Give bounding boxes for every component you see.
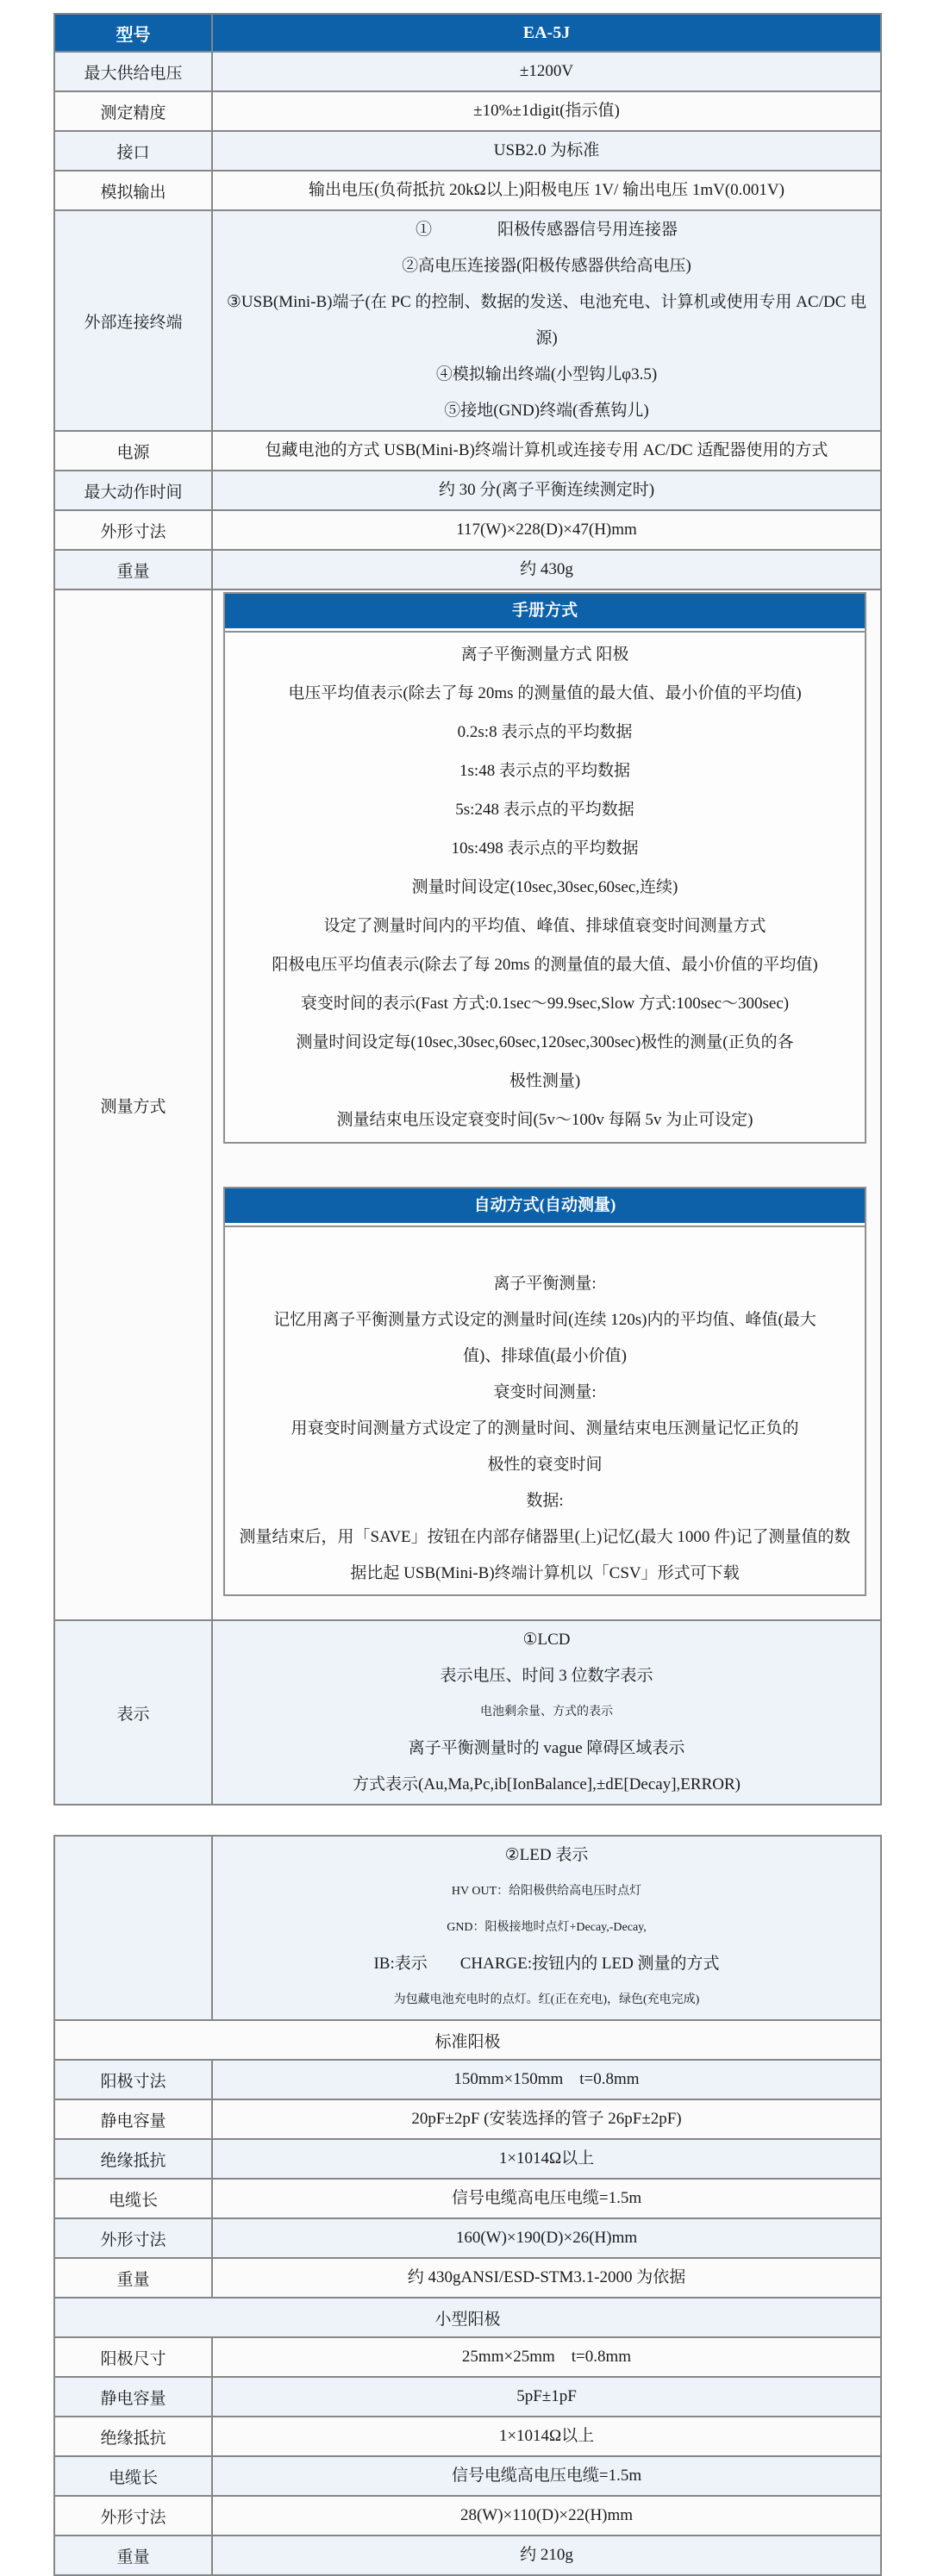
section-header-row bbox=[55, 2019, 880, 2059]
row-value bbox=[213, 2180, 880, 2217]
mode-box bbox=[223, 1187, 866, 1596]
value-line: 约 30 分(离子平衡连续测定时) bbox=[438, 481, 655, 499]
table-row bbox=[55, 170, 880, 209]
table-row bbox=[55, 90, 880, 130]
mode-box-body bbox=[225, 633, 865, 1142]
row-value bbox=[213, 2417, 880, 2455]
value-line: ②LED 表示 bbox=[504, 1846, 589, 1864]
value-line: 离子平衡测量方式 阳极 bbox=[460, 646, 629, 664]
table-row bbox=[55, 470, 880, 509]
table-row bbox=[55, 2535, 880, 2574]
row-value bbox=[213, 432, 880, 470]
value-line: 5pF±1pF bbox=[516, 2387, 577, 2405]
value-line: 117(W)×228(D)×47(H)mm bbox=[456, 521, 637, 539]
row-label: 电缆长 bbox=[55, 2457, 213, 2495]
value-line: 设定了测量时间内的平均值、峰值、排球值衰变时间测量方式 bbox=[323, 917, 766, 935]
table-row bbox=[55, 2138, 880, 2178]
row-value bbox=[213, 551, 880, 589]
row-label: 外形寸法 bbox=[55, 511, 213, 549]
value-line: 离子平衡测量时的 vague 障碍区域表示 bbox=[408, 1739, 685, 1757]
row-label: 电源 bbox=[55, 432, 213, 470]
spec-table-anode bbox=[53, 1835, 882, 2576]
table-row bbox=[55, 2455, 880, 2495]
table-row bbox=[55, 2059, 880, 2099]
value-line: HV OUT：给阳极供给高电压时点灯 bbox=[451, 1885, 642, 1898]
row-value bbox=[213, 471, 880, 509]
value-line: 输出电压(负荷抵抗 20kΩ以上)阳极电压 1V/ 输出电压 1mV(0.001V) bbox=[309, 181, 784, 199]
value-line: 为包藏电池充电时的点灯。红(正在充电)，绿色(充电完成) bbox=[393, 1993, 700, 2006]
table-header-row bbox=[55, 15, 880, 51]
value-line: 1s:48 表示点的平均数据 bbox=[459, 762, 630, 780]
value-line: IB:表示 CHARGE:按钮内的 LED 测量的方式 bbox=[373, 1955, 720, 1973]
row-value bbox=[213, 2100, 880, 2138]
row-label: 外部连接终端 bbox=[55, 211, 213, 430]
table-row bbox=[55, 430, 880, 470]
value-line: 电池剩余量、方式的表示 bbox=[480, 1706, 613, 1718]
value-line: ⑤接地(GND)终端(香蕉钩儿) bbox=[444, 402, 649, 420]
value-line: 20pF±2pF (安装选择的管子 26pF±2pF) bbox=[411, 2110, 682, 2128]
value-line: 25mm×25mm t=0.8mm bbox=[461, 2348, 632, 2366]
row-label: 测定精度 bbox=[55, 92, 213, 130]
value-line: ③USB(Mini-B)端子(在 PC 的控制、数据的发送、电池充电、计算机或使用专用 AC/DC 电 bbox=[226, 293, 867, 311]
row-label: 测量方式 bbox=[55, 590, 213, 1619]
row-value bbox=[213, 2457, 880, 2495]
row-value bbox=[213, 2536, 880, 2574]
row-value bbox=[213, 1621, 880, 1804]
table-row bbox=[55, 1837, 880, 2019]
value-line: 约 210g bbox=[520, 2546, 573, 2564]
value-line: 测量时间设定(10sec,30sec,60sec,连续) bbox=[411, 878, 678, 896]
value-line: 值)、排球值(最小价值) bbox=[463, 1347, 627, 1365]
row-label: 静电容量 bbox=[55, 2100, 213, 2138]
value-line: 包藏电池的方式 USB(Mini-B)终端计算机或连接专用 AC/DC 适配器使用的方式 bbox=[265, 441, 828, 459]
row-value bbox=[213, 511, 880, 549]
value-line: 阳极电压平均值表示(除去了每 20ms 的测量值的最大值、最小价值的平均值) bbox=[272, 956, 818, 974]
row-value bbox=[213, 590, 880, 1619]
table-row bbox=[55, 509, 880, 549]
section-title: 小型阳极 bbox=[434, 2310, 501, 2329]
value-line: 测量时间设定每(10sec,30sec,60sec,120sec,300sec)极性的测量(正负的各 bbox=[296, 1033, 794, 1051]
value-line: 测量结束后，用「SAVE」按钮在内部存储器里(上)记忆(最大 1000 件)记了测量值的数 bbox=[239, 1528, 851, 1546]
table-row bbox=[55, 2178, 880, 2217]
row-value bbox=[213, 2140, 880, 2178]
row-value bbox=[213, 2497, 880, 2535]
row-value bbox=[213, 172, 880, 209]
table-row bbox=[55, 2416, 880, 2455]
value-line: 表示电压、时间 3 位数字表示 bbox=[440, 1667, 653, 1685]
row-label: 外形寸法 bbox=[55, 2219, 213, 2257]
row-value bbox=[213, 1837, 880, 2019]
measurement-mode-row bbox=[55, 589, 880, 1619]
table-row bbox=[55, 2376, 880, 2416]
value-line: 源) bbox=[535, 329, 558, 347]
table-row bbox=[55, 2099, 880, 2138]
row-label: 阳极尺寸 bbox=[55, 2338, 213, 2376]
row-value bbox=[213, 2378, 880, 2416]
value-line: ④模拟输出终端(小型钩儿φ3.5) bbox=[435, 365, 658, 384]
row-value bbox=[213, 2259, 880, 2297]
row-label: 重量 bbox=[55, 551, 213, 589]
row-label: 绝缘抵抗 bbox=[55, 2140, 213, 2178]
row-label: 表示 bbox=[55, 1621, 213, 1804]
spec-table-main bbox=[53, 13, 882, 1806]
header-model-label: 型号 bbox=[55, 15, 213, 51]
row-label: 阳极寸法 bbox=[55, 2061, 213, 2099]
value-line: ±1200V bbox=[519, 62, 574, 80]
row-label: 重量 bbox=[55, 2259, 213, 2297]
row-label: 绝缘抵抗 bbox=[55, 2417, 213, 2455]
value-line: 0.2s:8 表示点的平均数据 bbox=[457, 723, 633, 741]
table-row bbox=[55, 209, 880, 430]
row-value bbox=[213, 2219, 880, 2257]
header-model-value: EA-5J bbox=[522, 22, 571, 42]
section-title: 标准阳极 bbox=[434, 2032, 501, 2051]
table-row bbox=[55, 130, 880, 170]
value-line: 28(W)×110(D)×22(H)mm bbox=[459, 2506, 634, 2524]
value-line: 5s:248 表示点的平均数据 bbox=[455, 801, 634, 819]
value-line: 记忆用离子平衡测量方式设定的测量时间(连续 120s)内的平均值、峰值(最大 bbox=[273, 1311, 816, 1329]
value-line: 电压平均值表示(除去了每 20ms 的测量值的最大值、最小价值的平均值) bbox=[288, 684, 802, 702]
row-label: 接口 bbox=[55, 132, 213, 170]
row-label: 电缆长 bbox=[55, 2180, 213, 2217]
table-row bbox=[55, 2495, 880, 2535]
value-line: ①LCD bbox=[522, 1631, 571, 1649]
row-value bbox=[213, 2061, 880, 2099]
value-line: 信号电缆高电压电缆=1.5m bbox=[451, 2467, 642, 2485]
value-line: 数据: bbox=[526, 1492, 564, 1510]
value-line: 衰变时间的表示(Fast 方式:0.1sec～99.9sec,Slow 方式:100sec～300sec) bbox=[300, 995, 790, 1013]
value-line: 极性的衰变时间 bbox=[487, 1456, 603, 1474]
table-row bbox=[55, 2217, 880, 2257]
mode-box-title: 自动方式(自动测量) bbox=[225, 1188, 865, 1226]
row-value bbox=[213, 53, 880, 90]
mode-box-body bbox=[225, 1227, 865, 1594]
value-line: 约 430g bbox=[520, 560, 573, 578]
row-value bbox=[213, 211, 880, 430]
table-row bbox=[55, 51, 880, 90]
value-line: 160(W)×190(D)×26(H)mm bbox=[455, 2229, 638, 2247]
row-value bbox=[213, 2338, 880, 2376]
row-label: 最大动作时间 bbox=[55, 471, 213, 509]
table-row bbox=[55, 2336, 880, 2376]
value-line: 极性测量) bbox=[509, 1072, 581, 1090]
row-label: 最大供给电压 bbox=[55, 53, 213, 90]
row-value bbox=[213, 92, 880, 130]
table-row bbox=[55, 2257, 880, 2297]
value-line: ① 阳极传感器信号用连接器 bbox=[415, 221, 678, 239]
value-line: ±10%±1digit(指示值) bbox=[473, 102, 620, 120]
value-line: 据比起 USB(Mini-B)终端计算机以「CSV」形式可下载 bbox=[350, 1564, 740, 1582]
value-line: ②高电压连接器(阳极传感器供给高电压) bbox=[402, 257, 691, 275]
value-line: 方式表示(Au,Ma,Pc,ib[IonBalance],±dE[Decay],ERROR) bbox=[353, 1775, 741, 1793]
mode-box bbox=[223, 592, 866, 1144]
value-line: 信号电缆高电压电缆=1.5m bbox=[451, 2189, 642, 2207]
row-value bbox=[213, 132, 880, 170]
row-label: 模拟输出 bbox=[55, 172, 213, 209]
value-line: USB2.0 为标准 bbox=[493, 141, 600, 159]
value-line: GND：阳极接地时点灯+Decay,-Decay, bbox=[447, 1921, 647, 1934]
table-row bbox=[55, 549, 880, 589]
table-row bbox=[55, 1619, 880, 1804]
value-line: 衰变时间测量: bbox=[493, 1383, 597, 1401]
value-line: 10s:498 表示点的平均数据 bbox=[451, 839, 639, 858]
value-line: 约 430gANSI/ESD-STM3.1-2000 为依据 bbox=[407, 2268, 686, 2286]
value-line: 离子平衡测量: bbox=[493, 1275, 597, 1293]
value-line: 150mm×150mm t=0.8mm bbox=[453, 2070, 640, 2088]
value-line: 1×1014Ω以上 bbox=[498, 2149, 595, 2167]
value-line: 用衰变时间测量方式设定了的测量时间、测量结束电压测量记忆正负的 bbox=[291, 1419, 799, 1438]
value-line: 1×1014Ω以上 bbox=[498, 2427, 595, 2445]
section-header-row bbox=[55, 2297, 880, 2336]
row-label: 外形寸法 bbox=[55, 2497, 213, 2535]
value-line: 测量结束电压设定衰变时间(5v～100v 每隔 5v 为止可设定) bbox=[336, 1111, 753, 1129]
row-label: 静电容量 bbox=[55, 2378, 213, 2416]
row-label: 重量 bbox=[55, 2536, 213, 2574]
value-line bbox=[230, 1230, 859, 1266]
mode-box-title: 手册方式 bbox=[225, 594, 865, 631]
row-label bbox=[55, 1837, 213, 2019]
